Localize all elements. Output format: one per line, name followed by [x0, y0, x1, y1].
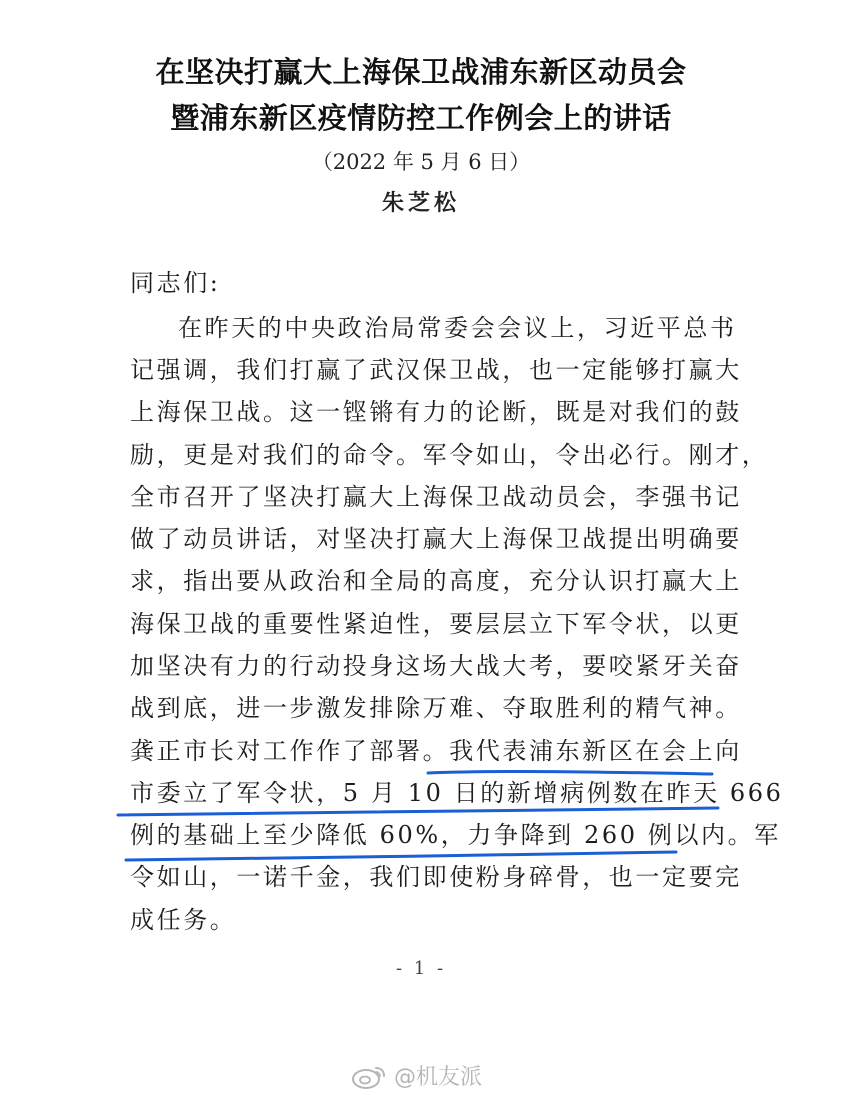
body-line: 龚正市长对工作作了部署。我代表浦东新区在会上向: [130, 737, 742, 765]
underline-stroke-3: [126, 852, 676, 860]
body-line: 令如山，一诺千金，我们即使粉身碎骨，也一定要完: [130, 863, 742, 891]
underline-stroke-1: [428, 771, 712, 774]
underline-stroke-2: [118, 808, 718, 815]
body-line: 加坚决有力的行动投身这场大战大考，要咬紧牙关奋: [130, 652, 742, 680]
body-line: 战到底，进一步激发排除万难、夺取胜利的精气神。: [130, 694, 742, 722]
body-line: 记强调，我们打赢了武汉保卫战，也一定能够打赢大: [130, 356, 742, 384]
watermark: [350, 1060, 482, 1091]
title-line-1: 在坚决打赢大上海保卫战浦东新区动员会: [155, 55, 687, 89]
body-line: 做了动员讲话，对坚决打赢大上海保卫战提出明确要: [130, 525, 742, 553]
body-line: 海保卫战的重要性紧迫性，要层层立下军令状，以更: [130, 610, 742, 638]
watermark-text: @机友派: [394, 1065, 483, 1090]
salutation: 同志们:: [130, 269, 221, 297]
body-line: 求，指出要从政治和全局的高度，充分认识打赢大上: [130, 567, 742, 595]
body-line: 在昨天的中央政治局常委会会议上，习近平总书: [178, 314, 737, 342]
body-line: 成任务。: [130, 906, 237, 934]
weibo-icon: [350, 1062, 388, 1090]
body-line: 上海保卫战。这一铿锵有力的论断，既是对我们的鼓: [130, 398, 742, 426]
body-line: 全市召开了坚决打赢大上海保卫战动员会，李强书记: [130, 483, 742, 511]
body-line-highlighted: 市委立了军令状，5 月 10 日的新增病例数在昨天 666: [130, 779, 784, 807]
page-number: - 1 -: [395, 958, 447, 979]
speech-date: （2022 年 5 月 6 日）: [311, 150, 531, 174]
title-line-2: 暨浦东新区疫情防控工作例会上的讲话: [170, 101, 672, 135]
body-line-highlighted: 例的基础上至少降低 60%，力争降到 260 例以内。军: [130, 821, 781, 849]
author-name: 朱芝松: [381, 190, 460, 216]
body-line: 励，更是对我们的命令。军令如山，令出必行。刚才，: [130, 441, 769, 469]
